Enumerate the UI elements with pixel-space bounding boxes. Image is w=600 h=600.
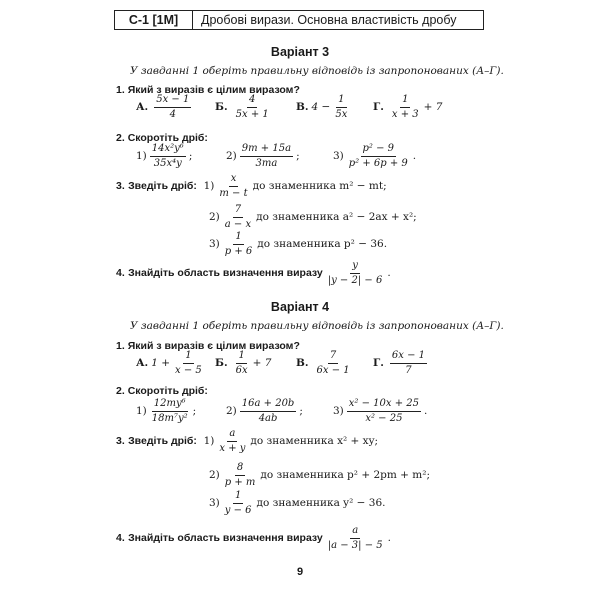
item-label: 1): [136, 405, 147, 417]
denominator: 6x − 1: [316, 364, 350, 376]
denominator: x² − 25: [365, 412, 403, 424]
numerator: 7: [328, 350, 338, 364]
item-text: до знаменника p² + 2pm + m²;: [260, 469, 430, 481]
numerator: 4: [247, 94, 257, 108]
fraction: [390, 94, 421, 120]
option-suffix: + 7: [252, 357, 272, 369]
numerator: 1: [183, 350, 193, 364]
question-number: 3.: [116, 435, 125, 447]
fraction: [347, 398, 421, 424]
convert-item: [209, 204, 417, 230]
option-label: Б.: [215, 357, 228, 369]
question-number: 3.: [116, 180, 125, 192]
item-label: 3): [209, 497, 220, 509]
section-code: С-1 [1М]: [115, 11, 193, 29]
reduce-item: [136, 143, 192, 169]
question-text: Який з виразів є цілим виразом?: [127, 84, 300, 96]
option-label: Г.: [373, 357, 384, 369]
fraction: [240, 143, 293, 169]
reduce-item: [333, 398, 427, 424]
reduce-item: [226, 143, 300, 169]
fraction: [240, 398, 297, 424]
denominator: 18m⁷y²: [151, 412, 188, 424]
answer-option: [215, 94, 274, 120]
option-label: А.: [136, 101, 149, 113]
item-punct: .: [424, 405, 428, 417]
fraction: [150, 398, 190, 424]
denominator: 5x + 1: [235, 108, 269, 120]
fraction: [234, 350, 250, 376]
denominator: 5x: [335, 108, 348, 120]
answer-option: [215, 350, 271, 376]
option-label: А.: [136, 357, 149, 369]
option-prefix: 1 +: [151, 357, 171, 369]
item-punct: .: [387, 267, 391, 279]
section-title: Дробові вирази. Основна властивість дробу: [201, 13, 457, 27]
question-text: Знайдіть область визначення виразу: [128, 532, 323, 544]
numerator: 9m + 15a: [240, 143, 293, 157]
question-4: [116, 525, 391, 551]
question-text: Зведіть дріб:: [128, 180, 197, 192]
option-label: Г.: [373, 101, 384, 113]
item-punct: ;: [299, 405, 303, 417]
numerator: 14x²y⁶: [150, 143, 186, 157]
fraction: [173, 350, 204, 376]
item-label: 3): [209, 238, 220, 250]
option-suffix: + 7: [423, 101, 443, 113]
question-number: 2.: [116, 385, 125, 397]
denominator: |y − 2| − 6: [327, 274, 383, 286]
question-number: 1.: [116, 340, 125, 352]
numerator: y: [350, 260, 360, 274]
fraction: [217, 428, 247, 454]
numerator: x: [229, 173, 239, 187]
instruction: У завданні 1 оберіть правильну відповідь із запропонованих (А–Г).: [130, 65, 504, 77]
answer-option: [373, 350, 430, 376]
numerator: 16a + 20b: [240, 398, 297, 412]
numerator: 1: [233, 490, 243, 504]
reduce-item: [136, 398, 196, 424]
answer-option: [296, 94, 352, 120]
item-label: 2): [226, 150, 237, 162]
numerator: 6x − 1: [390, 350, 427, 364]
variant-title: Варіант 3: [270, 45, 330, 59]
denominator: |a − 3| − 5: [327, 539, 383, 551]
option-label: В.: [296, 101, 309, 113]
fraction: [333, 94, 349, 120]
denominator: 3ma: [255, 157, 278, 169]
denominator: p + m: [224, 476, 256, 488]
reduce-item: [333, 143, 416, 169]
reduce-item: [226, 398, 303, 424]
item-label: 2): [209, 211, 220, 223]
question-text: Знайдіть область визначення виразу: [128, 267, 323, 279]
denominator: x − 5: [175, 364, 202, 376]
numerator: 1: [236, 350, 246, 364]
numerator: 5x − 1: [154, 94, 191, 108]
instruction: У завданні 1 оберіть правильну відповідь із запропонованих (А–Г).: [130, 320, 504, 332]
question-text: Скоротіть дріб:: [127, 132, 208, 144]
convert-item: [116, 428, 378, 454]
item-text: до знаменника y² − 36.: [256, 497, 386, 509]
item-punct: ;: [296, 150, 300, 162]
numerator: 1: [400, 94, 410, 108]
denominator: y − 6: [224, 504, 252, 516]
fraction: [154, 94, 191, 120]
denominator: p² + 6p + 9: [348, 157, 408, 169]
fraction: [315, 350, 352, 376]
fraction: [326, 260, 385, 286]
item-punct: .: [412, 150, 417, 162]
fraction: [223, 462, 258, 488]
page-number: 9: [296, 566, 304, 578]
section-header: [114, 10, 484, 30]
question-4: [116, 260, 391, 286]
question-number: 4.: [116, 267, 125, 279]
denominator: 4: [169, 108, 176, 120]
question-number: 2.: [116, 132, 125, 144]
denominator: 35x⁴y: [153, 157, 182, 169]
numerator: x² − 10x + 25: [347, 398, 421, 412]
answer-option: [296, 350, 355, 376]
numerator: 1: [233, 231, 243, 245]
denominator: 7: [405, 364, 412, 376]
question-number: 4.: [116, 532, 125, 544]
fraction: [217, 173, 249, 199]
fraction: [150, 143, 186, 169]
convert-item: [116, 173, 387, 199]
option-label: Б.: [215, 101, 228, 113]
item-label: 3): [333, 150, 344, 162]
item-text: до знаменника a² − 2ax + x²;: [256, 211, 417, 223]
item-punct: ;: [192, 405, 197, 417]
item-label: 2): [226, 405, 237, 417]
fraction: [234, 94, 271, 120]
denominator: 4ab: [258, 412, 278, 424]
question-text: Скоротіть дріб:: [127, 385, 208, 397]
variant-title: Варіант 4: [270, 300, 330, 314]
question-2: [116, 385, 208, 397]
numerator: 8: [235, 462, 245, 476]
fraction: [223, 231, 255, 257]
question-text: Який з виразів є цілим виразом?: [127, 340, 300, 352]
numerator: p² − 9: [361, 143, 397, 157]
item-label: 1): [136, 150, 147, 162]
numerator: a: [350, 525, 360, 539]
question-text: Зведіть дріб:: [128, 435, 197, 447]
answer-option: [373, 94, 442, 120]
numerator: 12my⁶: [152, 398, 188, 412]
fraction: [390, 350, 427, 376]
numerator: 7: [233, 204, 243, 218]
item-text: до знаменника x² + xy;: [250, 435, 379, 447]
convert-item: [209, 231, 387, 257]
denominator: a − x: [224, 218, 252, 230]
answer-option: [136, 350, 207, 376]
item-punct: .: [387, 532, 391, 544]
item-label: 2): [209, 469, 220, 481]
item-label: 3): [333, 405, 344, 417]
option-prefix: 4 −: [311, 101, 331, 113]
denominator: m − t: [219, 187, 248, 199]
answer-option: [136, 94, 194, 120]
numerator: a: [227, 428, 237, 442]
item-label: 1): [203, 180, 215, 192]
denominator: p + 6: [224, 245, 253, 257]
item-text: до знаменника p² − 36.: [257, 238, 388, 250]
denominator: x + 3: [391, 108, 419, 120]
convert-item: [209, 490, 386, 516]
item-punct: ;: [188, 150, 193, 162]
fraction: [347, 143, 410, 169]
option-label: В.: [296, 357, 309, 369]
fraction: [223, 490, 254, 516]
item-text: до знаменника m² − mt;: [252, 180, 387, 192]
numerator: 1: [336, 94, 346, 108]
fraction: [326, 525, 385, 551]
item-label: 1): [203, 435, 215, 447]
fraction: [223, 204, 253, 230]
convert-item: [209, 462, 430, 488]
denominator: 6x: [235, 364, 248, 376]
question-number: 1.: [116, 84, 125, 96]
denominator: x + y: [219, 442, 246, 454]
